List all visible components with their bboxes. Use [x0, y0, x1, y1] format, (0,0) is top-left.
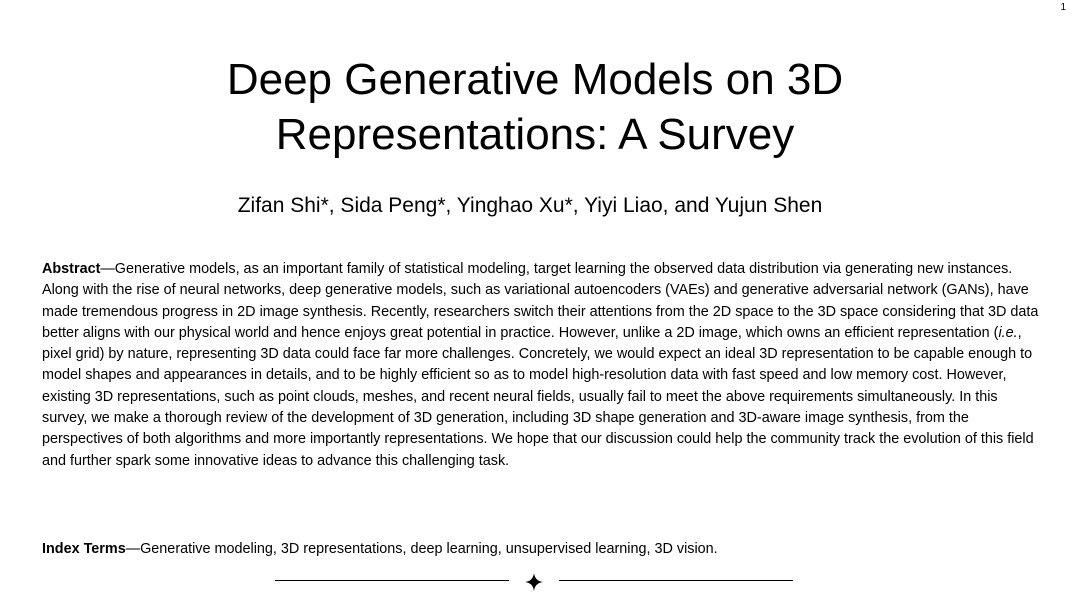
abstract-italic-ie: i.e. [998, 324, 1018, 341]
four-point-star-icon [524, 572, 544, 592]
divider-line-right [559, 580, 793, 581]
page-number: 1 [1060, 2, 1066, 13]
index-terms [42, 539, 1042, 560]
paper-title [0, 52, 1070, 162]
abstract-text-part-1: —Generative models, as an important family of statistical modeling, target learning the observed data distribution via generating new instances. Along with the rise of neural networks, deep generative models, such as variational autoencoders (VAEs) and generative adversarial network (GANs), have made tremendous progress in 2D image synthesis. Recently, researchers switch their attentions from the 2D space to the 3D space considering that 3D data better aligns with our physical world and hence enjoys great potential in practice. However, unlike a 2D image, which owns an efficient representation ( [42, 261, 1039, 341]
paper-title-line-1: Deep Generative Models on 3D [226, 55, 844, 104]
section-divider [275, 570, 793, 592]
abstract [42, 259, 1042, 472]
abstract-text-part-2: , pixel grid) by nature, representing 3D data could face far more challenges. Concretely, we would expect an ideal 3D representation to be capable enough to model shapes and appearances in details, and to be highly efficient so as to model high-resolution data with fast speed and low memory cost. However, existing 3D representations, such as point clouds, meshes, and recent neural fields, usually fail to meet the above requirements simultaneously. In this survey, we make a thorough review of the development of 3D generation, including 3D shape generation and 3D-aware image synthesis, from the perspectives of both algorithms and more importantly representations. We hope that our discussion could help the community track the evolution of this field and further spark some innovative ideas to advance this challenging task. [42, 324, 1034, 469]
index-terms-text: —Generative modeling, 3D representations, deep learning, unsupervised learning, 3D vision. [125, 541, 718, 557]
index-terms-heading: Index Terms [42, 541, 126, 557]
abstract-heading: Abstract [42, 261, 101, 277]
author-list: Zifan Shi*, Sida Peng*, Yinghao Xu*, Yiyi Liao, and Yujun Shen [237, 194, 823, 217]
divider-line-left [275, 580, 509, 581]
paper-title-line-2: Representations: A Survey [275, 110, 795, 159]
